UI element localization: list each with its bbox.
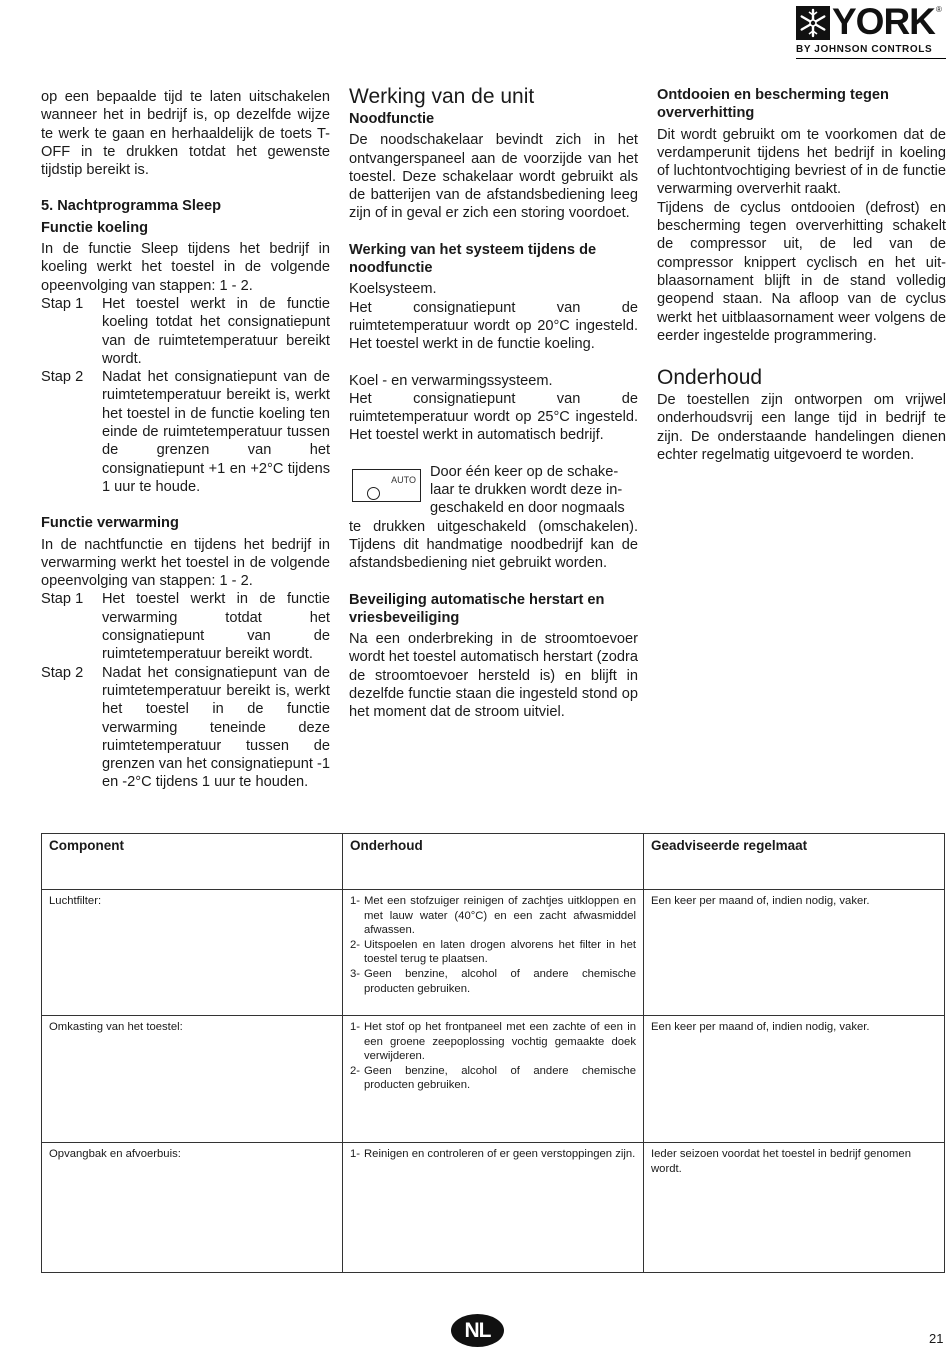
step-text: Nadat het consignatiepunt van de ruimtetemperatuur bereikt is, werkt het toestel in de functie koeling ten einde de ruimtetemperatuur tussen de grenzen van het consignatiepunt +1 en +2°C tijdens 1 uur te houde. [102,369,330,495]
list-item: 1- Het stof op het frontpaneel met een zachte of een in een groene zeepoplossing vochtig gemaakte doek verwijderen. [350,1021,636,1063]
step-text: Het toestel werkt in de functie koeling totdat het consignatiepunt van de ruimtetemperatuur bereikt wordt. [102,295,330,367]
cool-heat-system-label: Koel - en verwarmingssysteem. [349,372,553,389]
cooling-system-text: Het consignatiepunt van de ruimtetemperatuur wordt op 20°C ingesteld. Het toestel werkt in de functie koeling. [349,299,638,353]
section-title-sleep: 5. Nachtprogramma Sleep [41,198,222,215]
language-badge: NL [451,1314,504,1347]
cooling-intro: In de functie Sleep tijdens het bedrijf in koeling werkt het toestel in de volgende opeenvolging van stappen: 1 - 2. [41,241,330,294]
table-header-row [42,834,945,890]
maintenance-cell [343,890,644,1016]
defrost-text-2: Tijdens de cyclus ontdooien (defrost) en bescherming tegen oververhitting schakelt de compressor uit, de led van de compressor knippert cyclisch en het uit-blaasornament blijft in de stand volledig geopend staan. Na afloop van de cyclus werkt het uitblaasornament weer volgens de eerder ingestelde programmering. [657,199,946,344]
auto-switch-block [349,463,638,573]
maintenance-title: Onderhoud [657,366,763,390]
cooling-system-label: Koelsysteem. [349,281,437,298]
auto-text-rest: te drukken uitgeschakeld (omschakelen). Tijdens dit handmatige noodbedrijf kan de afstandsbediening niet gebruikt worden. [349,518,638,572]
table-row [42,1143,945,1273]
registered-mark: ® [936,5,942,14]
defrost-title: Ontdooien en bescherming tegen oververhitting [657,87,889,122]
frequency-cell: Ieder seizoen voordat het toestel in bedrijf genomen wordt. [644,1143,945,1273]
auto-switch-icon [352,469,421,502]
auto-text-line-1: Door één keer op de schake- [430,463,619,480]
list-item: 2- Uitspoelen en laten drogen alvorens het filter in het toestel terug te plaatsen. [350,938,636,966]
heating-step-1 [41,590,330,663]
step-label: Stap 1 [41,591,84,608]
heating-intro: In de nachtfunctie en tijdens het bedrijf in verwarming werkt het toestel in de volgende opeenvolging van stappen: 1 - 2. [41,536,330,590]
step-label: Stap 1 [41,295,84,312]
unit-operation-title: Werking van de unit [349,85,535,108]
restart-protection-title: Beveiliging automatische herstart en vriesbeveiliging [349,591,605,626]
heating-step-2 [41,664,330,792]
list-item: 3- Geen benzine, alcohol of andere chemische producten gebruiken. [350,967,636,995]
cool-heat-system-text: Het consignatiepunt van de ruimtetemperatuur wordt op 25°C ingesteld. Het toestel werkt in automatisch bedrijf. [349,390,638,444]
frequency-cell: Een keer per maand of, indien nodig, vaker. [644,1016,945,1143]
heating-function-title: Functie verwarming [41,515,179,532]
cooling-step-1 [41,295,330,368]
frequency-cell: Een keer per maand of, indien nodig, vaker. [644,890,945,1016]
list-item: 2- Geen benzine, alcohol of andere chemische producten gebruiken. [350,1064,636,1092]
emergency-function-title: Noodfunctie [349,111,435,127]
list-item: 1- Met een stofzuiger reinigen of zachtjes uitkloppen en met lauw water (40°C) en een zacht afwasmiddel afwassen. [350,895,636,937]
page-number: 21 [929,1331,944,1346]
component-cell: Luchtfilter: [42,890,343,1016]
column-right [657,86,946,464]
header-component: Component [42,834,343,890]
list-item: 1- Reinigen en controleren of er geen verstoppingen zijn. [350,1148,636,1160]
step-text: Nadat het consignatiepunt van de ruimtetemperatuur bereikt is, werkt het toestel in de functie verwarming teneinde deze ruimtetemperatuur tussen de grenzen van het consignatiepunt -1 en -2°C tijdens 1 uur te houden. [102,664,330,791]
column-left [41,88,330,792]
maintenance-cell [343,1143,644,1273]
maintenance-text: De toestellen zijn ontworpen om vrijwel onderhoudsvrij een lange tijd in bedrijf te zijn. De onderstaande handelingen dienen echter regelmatig uitgevoerd te worden. [657,392,946,464]
maintenance-cell [343,1016,644,1143]
switch-button-icon [367,487,380,500]
maintenance-table [41,833,945,1273]
header-divider [796,58,946,59]
intro-paragraph: op een bepaalde tijd te laten uitschakelen wanneer het in bedrijf is, op dezelfde wijze te werk te gaan en herhaaldelijk de toets T-OFF in te drukken totdat het gewenste tijdstip bereikt is. [41,89,330,179]
snowflake-sun-icon [796,6,830,40]
auto-text-line-3: geschakeld en door nogmaals [430,500,625,517]
auto-text-line-2: laar te drukken wordt deze in- [430,482,623,499]
header-frequency: Geadviseerde regelmaat [644,834,945,890]
step-label: Stap 2 [41,664,84,681]
brand-subtitle: BY JOHNSON CONTROLS [796,44,933,55]
column-middle [349,84,638,722]
auto-switch-label: AUTO [391,474,416,485]
step-text: Het toestel werkt in de functie verwarming totdat het consignatiepunt van de ruimtetemperatuur bereikt wordt. [102,591,330,663]
restart-protection-text: Na een onderbreking in de stroomtoevoer wordt het toestel automatisch herstart (zodra de stroomtoevoer hersteld is) en blijft in dezelfde functie staan die ingesteld stond op het moment dat de stroom uitviel. [349,631,638,721]
component-cell: Opvangbak en afvoerbuis: [42,1143,343,1273]
step-label: Stap 2 [41,369,84,386]
system-emergency-title: Werking van het systeem tijdens de noodfunctie [349,241,597,277]
component-cell: Omkasting van het toestel: [42,1016,343,1143]
cooling-step-2 [41,368,330,496]
defrost-text-1: Dit wordt gebruikt om te voorkomen dat de verdamperunit tijdens het bedrijf in koeling of luchtontvochtiging bevriest of in de functie verwarming oververhit raakt. [657,126,946,198]
brand-name: YORK [832,1,935,42]
header-maintenance: Onderhoud [343,834,644,890]
table-row [42,890,945,1016]
york-logo [796,1,946,56]
table-row [42,1016,945,1143]
emergency-function-text: De noodschakelaar bevindt zich in het ontvangerspaneel aan de voorzijde van het toestel. Deze schakelaar wordt gebruikt als de batterijen van de afstandsbediening leeg zijn of in geval er zich een storing voordoet. [349,132,638,222]
cooling-function-title: Functie koeling [41,219,149,236]
